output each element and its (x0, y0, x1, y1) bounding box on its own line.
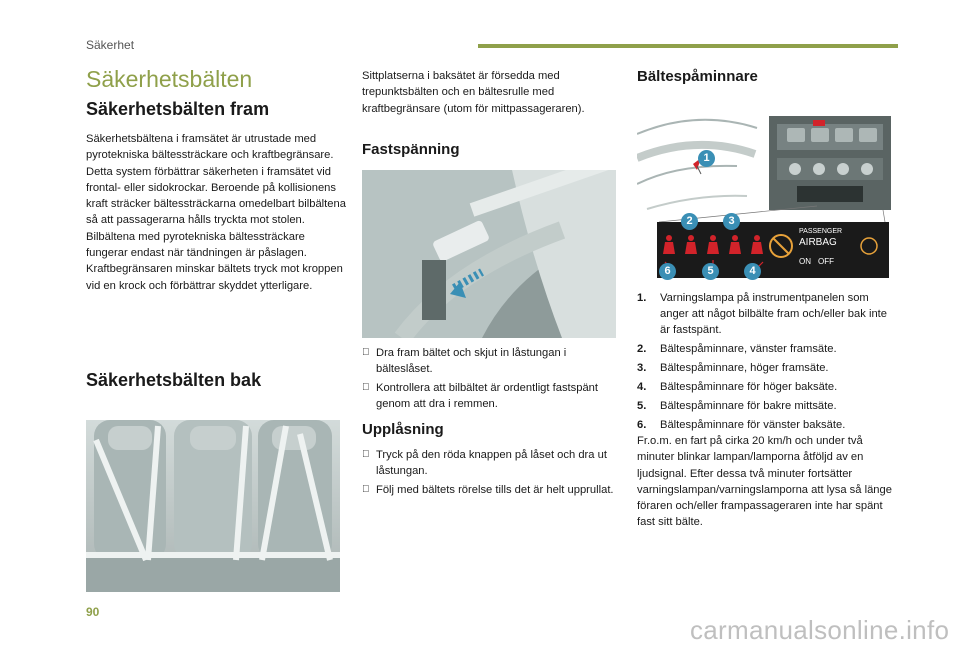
airbag-label: AIRBAG (799, 237, 837, 248)
rear-belts-text: Sittplatserna i baksätet är försedda med trepunktsbälten och en bältesrulle med kraftbegränsare (utom för mittpassageraren). (362, 70, 585, 115)
off-label: OFF (818, 257, 834, 266)
list-item (637, 341, 897, 357)
callout-6: 6 (659, 263, 676, 280)
callout-5: 5 (702, 263, 719, 280)
item-number: 4. (637, 381, 647, 393)
unlocking-step (362, 447, 618, 480)
bullet-mark (362, 380, 370, 396)
passenger-label: PASSENGER (799, 228, 843, 235)
list-item (637, 290, 897, 338)
item-text: Varningslampa på instrumentpanelen som anger att något bilbälte fram och/eller bak inte är fastspänt. (660, 292, 887, 336)
paragraph: Bilbältena med pyrotekniska bältessträckare fungerar endast när tändningen är påslagen. (86, 230, 307, 260)
heading-unlocking: Upplåsning (362, 421, 444, 438)
rear-seat-illustration (86, 420, 340, 592)
fastening-step (362, 345, 618, 378)
watermark: carmanualsonline.info (690, 615, 950, 645)
item-text: Bältespåminnare, höger framsäte. (660, 362, 829, 374)
item-text: Bältespåminnare för bakre mittsäte. (660, 400, 837, 412)
running-header: Säkerhet (86, 38, 135, 52)
step-text: Kontrollera att bilbältet är ordentligt fastspänt genom att dra i remmen. (376, 381, 599, 410)
unlocking-step (362, 482, 618, 498)
bullet-mark (362, 345, 370, 361)
list-item (637, 379, 897, 395)
paragraph: Säkerhetsbältena i framsätet är utrustade med pyrotekniska bältessträckare och kraftbegränsare. (86, 133, 334, 162)
page-number: 90 (86, 605, 100, 619)
bullet-mark (362, 482, 370, 498)
callout-2: 2 (681, 213, 698, 230)
on-label: ON (799, 257, 811, 266)
fastening-step (362, 380, 618, 413)
item-number: 1. (637, 292, 647, 304)
item-number: 2. (637, 343, 647, 355)
step-text: Följ med bältets rörelse tills det är helt upprullat. (376, 483, 614, 496)
item-text: Bältespåminnare för vänster baksäte. (660, 419, 846, 431)
list-item (637, 398, 897, 414)
callout-1: 1 (698, 150, 715, 167)
callout-4: 4 (744, 263, 761, 280)
paragraph: Detta system förbättrar säkerheten i framsätet vid frontal- eller sidokrockar. Beroende på kollisionens kraft sträcker bältessträckarna omedelbart bilbältena så att passagerarna hålls tryckta mot stolen. (86, 165, 346, 227)
front-belts-text (86, 131, 348, 294)
buckle-illustration (362, 170, 616, 338)
item-number: 6. (637, 419, 647, 431)
item-number: 5. (637, 400, 647, 412)
heading-reminder: Bältespåminnare (637, 68, 758, 85)
callout-3: 3 (723, 213, 740, 230)
step-text: Dra fram bältet och skjut in låstungan i bälteslåset. (376, 347, 567, 376)
item-text: Bältespåminnare för höger baksäte. (660, 381, 838, 393)
reminder-paragraph: Fr.o.m. en fart på cirka 20 km/h och under två minuter blinkar lampan/lamporna åtföljd av en ljudsignal. Efter dessa två minuter fortsätter varningslampan/varningslamporna att lysa så länge föraren och/eller frampassageraren inte har spänt fast sitt bälte. (637, 435, 892, 529)
bullet-mark (362, 447, 370, 463)
heading-fastening: Fastspänning (362, 141, 460, 158)
list-item (637, 360, 897, 376)
fastening-steps (362, 345, 618, 414)
heading-rear-belts: Säkerhetsbälten bak (86, 370, 262, 390)
reminder-list (637, 290, 897, 436)
heading-front-belts: Säkerhetsbälten fram (86, 99, 270, 119)
item-text: Bältespåminnare, vänster framsäte. (660, 343, 837, 355)
list-item (637, 417, 897, 433)
page-title: Säkerhetsbälten (86, 66, 253, 92)
step-text: Tryck på den röda knappen på låset och dra ut låstungan. (376, 449, 607, 478)
header-bar (478, 44, 898, 48)
unlocking-steps (362, 447, 618, 500)
paragraph: Kraftbegränsaren minskar bältets tryck mot kroppen vid en krock och förbättrar skyddet ytterligare. (86, 263, 343, 292)
item-number: 3. (637, 362, 647, 374)
reminder-illustration (637, 114, 893, 280)
